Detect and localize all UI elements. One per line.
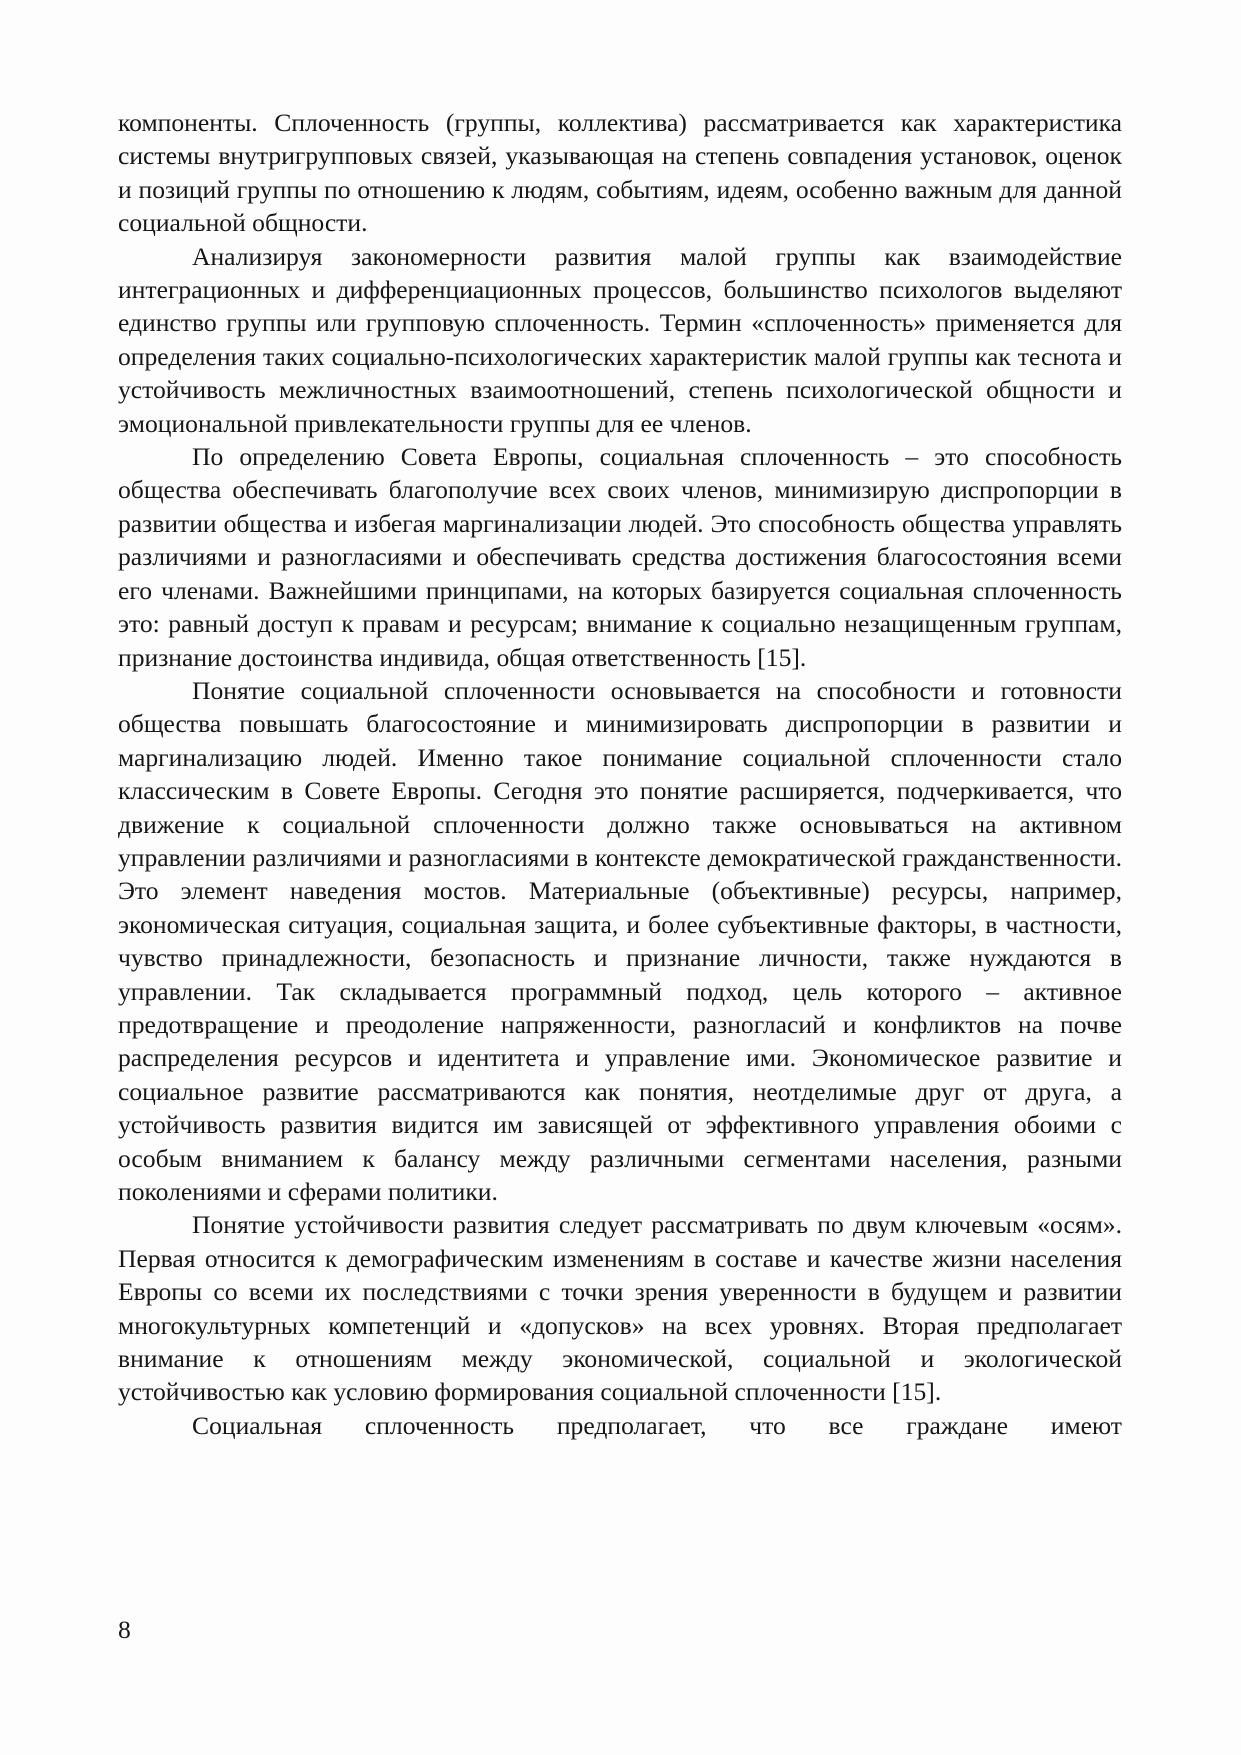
page-body xyxy=(118,106,1122,1442)
paragraph-final-line: Социальная сплоченность предполагает, что все граждане имеют xyxy=(192,1410,1122,1440)
paragraph-group-cohesion: Анализируя закономерности развития малой группы как взаимодействие интеграционных и дифференциационных процессов, большинство психологов выделяют единство группы или групповую сплоченность. Термин «сплоченность» применяется для определения таких социально-психологических характеристик малой группы как теснота и устойчивость межличностных взаимоотношений, степень психологической общности и эмоциональной привлекательности группы для ее членов. xyxy=(118,241,1122,438)
paragraph-continuation: компоненты. Сплоченность (группы, коллектива) рассматривается как характеристика системы внутригрупповых связей, указывающая на степень совпадения установок, оценок и позиций группы по отношению к людям, событиям, идеям, особенно важным для данной социальной общности. xyxy=(118,108,1122,238)
page-number: 8 xyxy=(118,1615,131,1644)
paragraph-council-of-europe-definition: По определению Совета Европы, социальная сплоченность – это способность общества обеспечивать благополучие всех своих членов, минимизирую диспропорции в развитии общества и избегая маргинализации людей. Это способность общества управлять различиями и разногласиями и обеспечивать средства достижения благосостояния всеми его членами. Важнейшими принципами, на которых базируется социальная сплоченность это: равный доступ к правам и ресурсам; внимание к социально незащищенным группам, признание достоинства индивида, общая ответственность [15]. xyxy=(118,442,1122,672)
paragraph-social-cohesion-concept: Понятие социальной сплоченности основывается на способности и готовности общества повышать благосостояние и минимизировать диспропорции в развитии и маргинализацию людей. Именно такое понимание социальной сплоченности стало классическим в Совете Европы. Сегодня это понятие расширяется, подчеркивается, что движение к социальной сплоченности должно также основываться на активном управлении различиями и разногласиями в контексте демократической гражданственности. Это элемент наведения мостов. Материальные (объективные) ресурсы, например, экономическая ситуация, социальная защита, и более субъективные факторы, в частности, чувство принадлежности, безопасность и признание личности, также нуждаются в управлении. Так складывается программный подход, цель которого – активное предотвращение и преодоление напряженности, разногласий и конфликтов на почве распределения ресурсов и идентитета и управление ими. Экономическое развитие и социальное развитие рассматриваются как понятия, неотделимые друг от друга, а устойчивость развития видится им зависящей от эффективного управления обоими с особым вниманием к балансу между различными сегментами населения, разными поколениями и сферами политики. xyxy=(118,675,1122,1206)
paragraph-sustainability-axes: Понятие устойчивости развития следует рассматривать по двум ключевым «осям». Первая относится к демографическим изменениям в составе и качестве жизни населения Европы со всеми их последствиями с точки зрения уверенности в будущем и развитии многокультурных компетенций и «допусков» на всех уровнях. Вторая предполагает внимание к отношениям между экономической, социальной и экологической устойчивостью как условию формирования социальной сплоченности [15]. xyxy=(118,1210,1122,1407)
